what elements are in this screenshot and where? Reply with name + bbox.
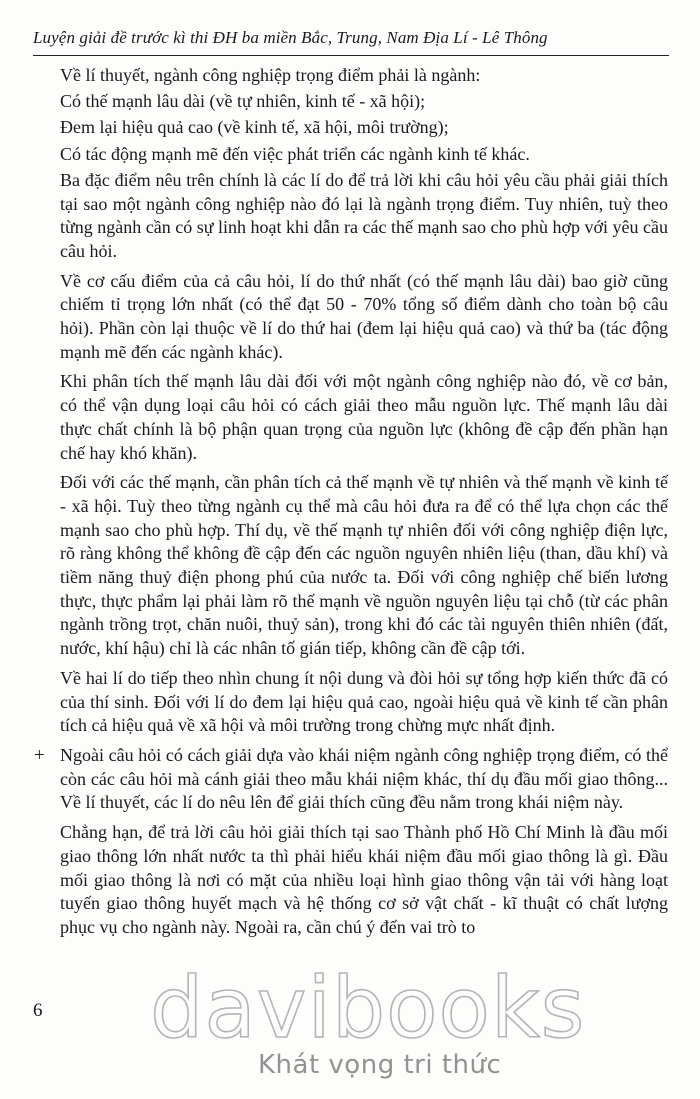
paragraph: Đem lại hiệu quả cao (về kinh tế, xã hội, môi trường); <box>60 117 449 138</box>
body-text <box>34 64 668 946</box>
page-number: 6 <box>33 1000 43 1021</box>
paragraph: Về lí thuyết, ngành công nghiệp trọng điểm phải là ngành: <box>60 65 481 85</box>
paragraph: Chẳng hạn, để trả lời câu hỏi giải thích tại sao Thành phố Hồ Chí Minh là đầu mối giao thông lớn nhất nước ta thì phải hiểu khái niệm đầu mối giao thông là gì. Đầu mối giao thông là nơi có mặt của nhiều loại hình giao thông vận tải với hàng loạt tuyến giao thông huyết mạch và hệ thống cơ sở vật chất - kĩ thuật có chất lượng phục vụ cho ngành này. Ngoài ra, cần chú ý đến vai trò to <box>60 822 668 937</box>
watermark-logo: davibooks <box>150 959 586 1057</box>
paragraph: Đối với các thế mạnh, cần phân tích cả thế mạnh về tự nhiên và thế mạnh về kinh tế - xã hội. Tuỳ theo từng ngành cụ thể mà câu hỏi đưa ra để có thể lựa chọn các thế mạnh sao cho phù hợp. Thí dụ, về thế mạnh tự nhiên đối với công nghiệp điện lực, rõ ràng không thể không đề cập đến các nguồn nguyên nhiên liệu (than, dầu khí) và tiềm năng thuỷ điện phong phú của nước ta. Đối với công nghiệp chế biến lương thực, thực phẩm lại phải làm rõ thế mạnh về nguồn nguyên liệu tại chỗ (từ các phân ngành trồng trọt, chăn nuôi, thuỷ sản), trong khi đó các tài nguyên thiên nhiên (đất, nước, khí hậu) chỉ là các nhân tố gián tiếp, không cần đề cập tới. <box>60 472 668 659</box>
bullet-text: Ngoài câu hỏi có cách giải dựa vào khái niệm ngành công nghiệp trọng điểm, có thể còn các câu hỏi mà cánh giải theo mẫu khái niệm khác, thí dụ đầu mối giao thông... Về lí thuyết, các lí do nêu lên để giải thích cũng đều nằm trong khái niệm này. <box>60 744 668 813</box>
running-header: Luyện giải đề trước kì thi ĐH ba miền Bắc, Trung, Nam Địa Lí - Lê Thông <box>33 28 548 47</box>
paragraph: Về cơ cấu điểm của cả câu hỏi, lí do thứ nhất (có thế mạnh lâu dài) bao giờ cũng chiếm tỉ trọng lớn nhất (có thể đạt 50 - 70% tổng số điểm dành cho toàn bộ câu hỏi). Phần còn lại thuộc về lí do thứ hai (đem lại hiệu quả cao) và thứ ba (tác động mạnh mẽ đến các ngành khác). <box>60 270 668 362</box>
header-divider <box>33 55 669 56</box>
bullet-marker: + <box>34 744 45 766</box>
paragraph: Ba đặc điểm nêu trên chính là các lí do để trả lời khi câu hỏi yêu cầu phải giải thích tại sao một ngành công nghiệp nào đó lại là ngành trọng điểm. Tuy nhiên, tuỳ theo từng ngành cần có sự linh hoạt khi dẫn ra các thế mạnh sao cho phù hợp với yêu cầu câu hỏi. <box>60 169 668 261</box>
paragraph: Về hai lí do tiếp theo nhìn chung ít nội dung và đòi hỏi sự tổng hợp kiến thức đã có của thí sinh. Đối với lí do đem lại hiệu quả cao, ngoài hiệu quả về kinh tế cần phân tích cả hiệu quả về xã hội và môi trường trong chừng mực nhất định. <box>60 667 668 736</box>
paragraph: Khi phân tích thế mạnh lâu dài đối với một ngành công nghiệp nào đó, về cơ bản, có thể vận dụng loại câu hỏi có cách giải theo mẫu nguồn lực. Thế mạnh lâu dài thực chất chính là bộ phận quan trọng của nguồn lực (không đề cập đến phần hạn chế hay khó khăn). <box>60 371 668 463</box>
watermark-tagline: Khát vọng tri thức <box>258 1050 502 1080</box>
bullet-paragraph <box>34 744 668 815</box>
paragraph: Có thế mạnh lâu dài (về tự nhiên, kinh tế - xã hội); <box>60 91 426 112</box>
paragraph: Có tác động mạnh mẽ đến việc phát triển các ngành kinh tế khác. <box>60 143 530 164</box>
